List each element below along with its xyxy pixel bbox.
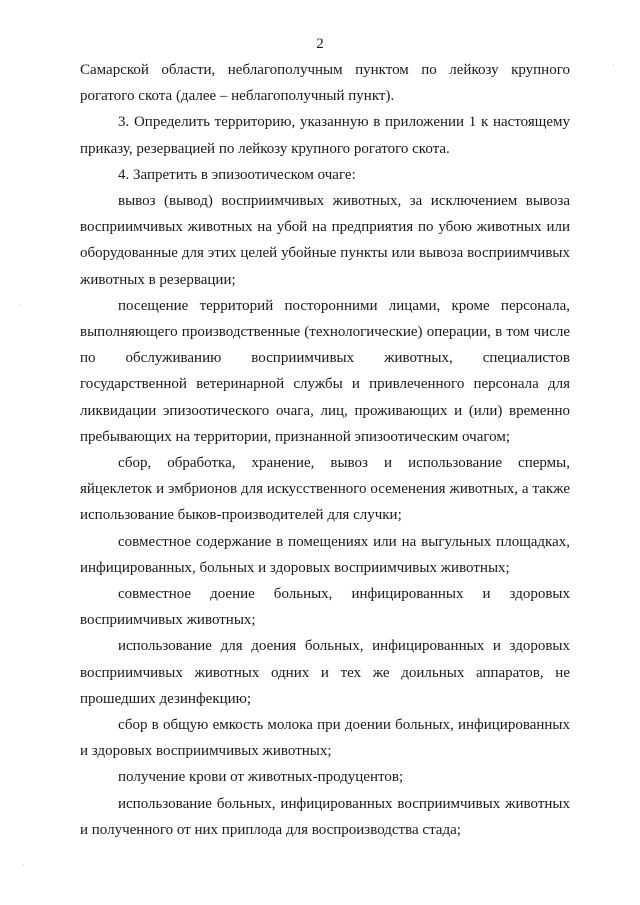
paragraph-item-3: 3. Определить территорию, указанную в приложении 1 к настоящему приказу, резервацией по лейкозу крупного рогатого скота.: [80, 114, 570, 157]
paragraph-ban-removal: вывоз (вывод) восприимчивых животных, за исключением вывоза восприимчивых животных на убой на предприятия по убою животных или оборудованные для этих целей убойные пункты или вывоза восприимчивых животных в резервации;: [80, 193, 570, 288]
scan-noise-mark: ·: [612, 60, 615, 70]
paragraph-ban-sperm: сбор, обработка, хранение, вывоз и использование спермы, яйцеклеток и эмбрионов для искусственного осеменения животных, а также использование быков-производителей для случки;: [80, 455, 570, 524]
paragraph-continuation: Самарской области, неблагополучным пунктом по лейкозу крупного рогатого скота (далее – неблагополучный пункт).: [80, 62, 570, 105]
paragraph-ban-milking: совместное доение больных, инфицированных и здоровых восприимчивых животных;: [80, 586, 570, 629]
paragraph-item-4: 4. Запретить в эпизоотическом очаге:: [118, 166, 356, 183]
paragraph-ban-blood: получение крови от животных-продуцентов;: [118, 769, 404, 786]
scan-noise-mark: ·: [18, 300, 21, 310]
paragraph-ban-milk-collection: сбор в общую емкость молока при доении больных, инфицированных и здоровых восприимчивых животных;: [80, 717, 570, 760]
document-body: [80, 57, 570, 843]
paragraph-ban-breeding: использование больных, инфицированных восприимчивых животных и полученного от них приплода для воспроизводства стада;: [80, 795, 570, 838]
page-number: 2: [316, 36, 324, 52]
paragraph-ban-visits: посещение территорий посторонними лицами, кроме персонала, выполняющего производственные (технологические) операции, в том числе по обслуживанию восприимчивых животных, специалистов государственной ветеринарной службы и привлеченного персонала для ликвидации эпизоотического очага, лиц, проживающих и (или) временно пребывающих на территории, признанной эпизоотическим очагом;: [80, 297, 570, 445]
paragraph-ban-equipment: использование для доения больных, инфицированных и здоровых восприимчивых животных одних и тех же доильных аппаратов, не прошедших дезинфекцию;: [80, 638, 570, 707]
paragraph-ban-housing: совместное содержание в помещениях или на выгульных площадках, инфицированных, больных и здоровых восприимчивых животных;: [80, 533, 570, 576]
scan-noise-mark: ·: [22, 860, 25, 870]
